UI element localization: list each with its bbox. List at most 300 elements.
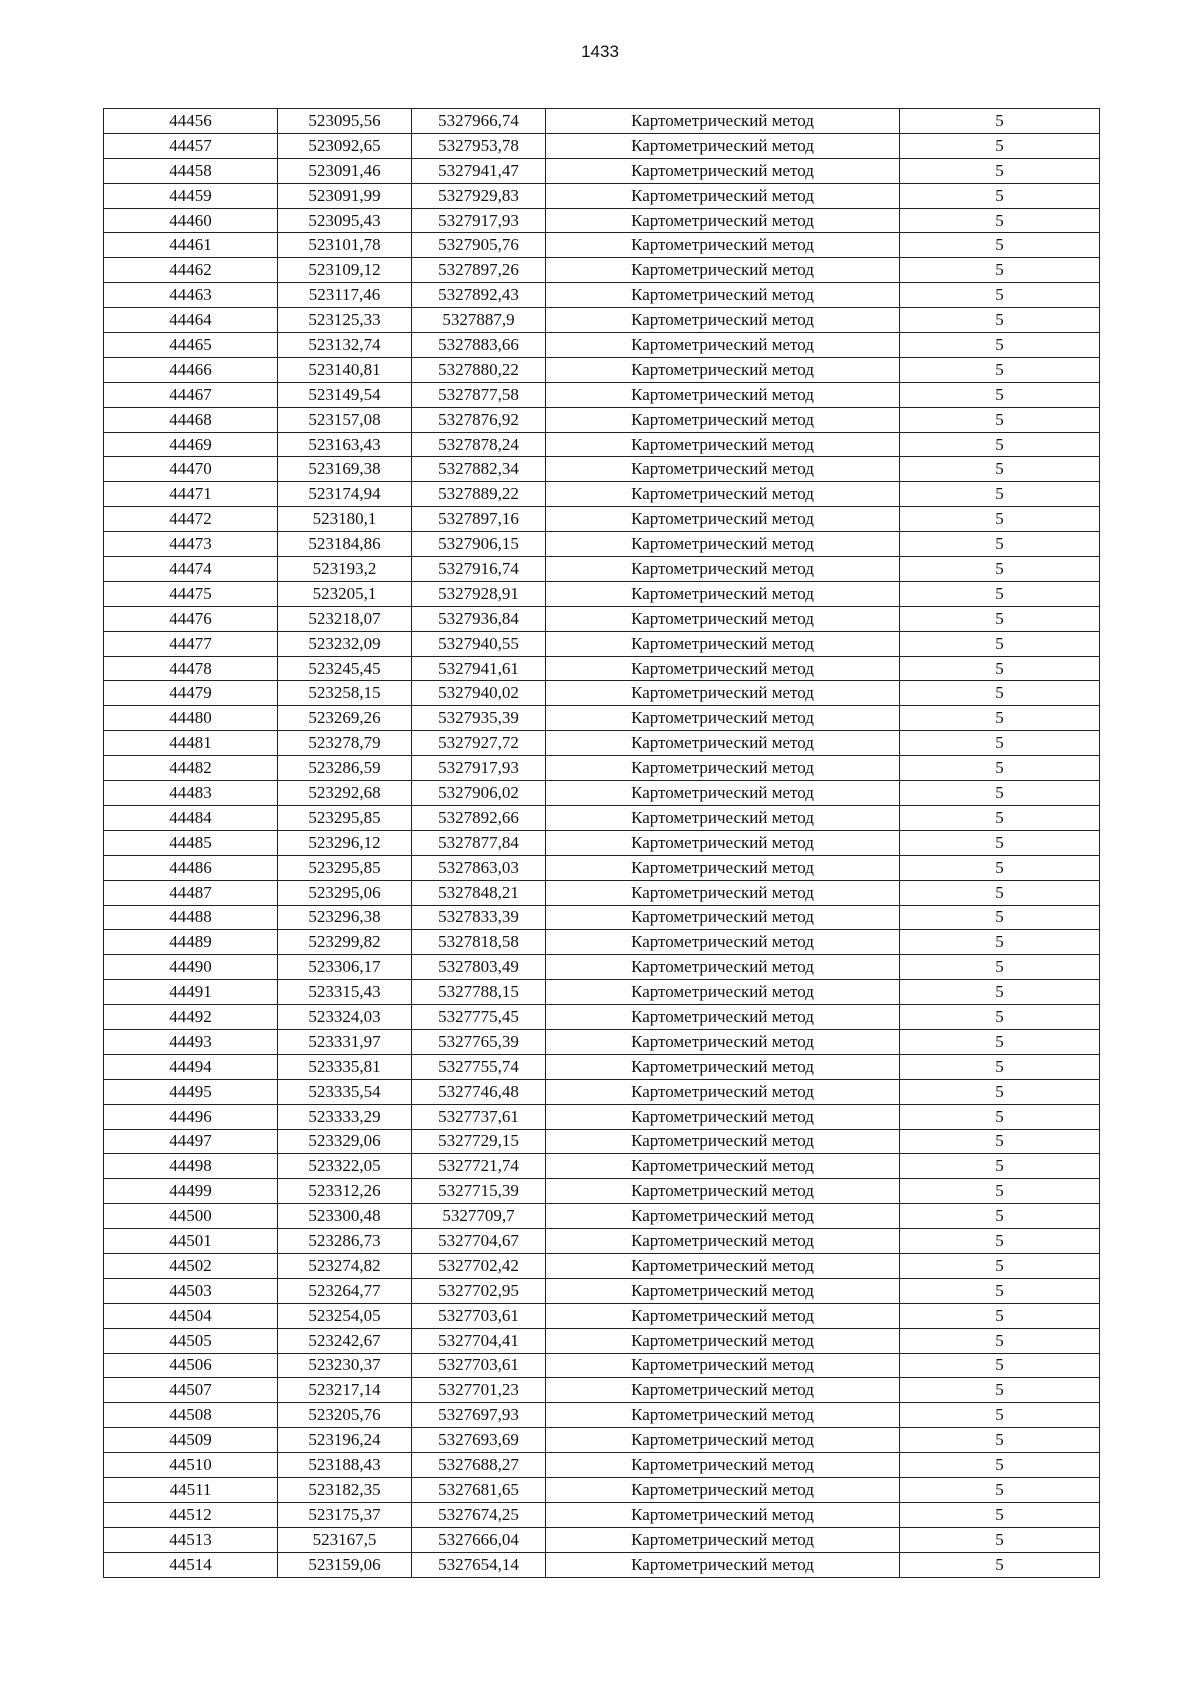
accuracy-cell: 5 (900, 432, 1100, 457)
point-number-cell: 44458 (104, 158, 278, 183)
x-coordinate-cell: 523322,05 (278, 1154, 412, 1179)
method-cell: Картометрический метод (546, 681, 900, 706)
accuracy-cell: 5 (900, 1303, 1100, 1328)
y-coordinate-cell: 5327887,9 (412, 308, 546, 333)
point-number-cell: 44463 (104, 283, 278, 308)
accuracy-cell: 5 (900, 457, 1100, 482)
y-coordinate-cell: 5327941,47 (412, 158, 546, 183)
accuracy-cell: 5 (900, 1527, 1100, 1552)
point-number-cell: 44479 (104, 681, 278, 706)
table-row (104, 1029, 1100, 1054)
x-coordinate-cell: 523159,06 (278, 1552, 412, 1577)
accuracy-cell: 5 (900, 482, 1100, 507)
x-coordinate-cell: 523286,73 (278, 1229, 412, 1254)
accuracy-cell: 5 (900, 1129, 1100, 1154)
accuracy-cell: 5 (900, 1005, 1100, 1030)
accuracy-cell: 5 (900, 1079, 1100, 1104)
x-coordinate-cell: 523286,59 (278, 756, 412, 781)
accuracy-cell: 5 (900, 606, 1100, 631)
point-number-cell: 44508 (104, 1403, 278, 1428)
point-number-cell: 44493 (104, 1029, 278, 1054)
method-cell: Картометрический метод (546, 880, 900, 905)
method-cell: Картометрический метод (546, 1278, 900, 1303)
point-number-cell: 44480 (104, 706, 278, 731)
accuracy-cell: 5 (900, 333, 1100, 358)
method-cell: Картометрический метод (546, 706, 900, 731)
x-coordinate-cell: 523095,43 (278, 208, 412, 233)
method-cell: Картометрический метод (546, 1079, 900, 1104)
table-row (104, 1353, 1100, 1378)
accuracy-cell: 5 (900, 1278, 1100, 1303)
accuracy-cell: 5 (900, 1328, 1100, 1353)
method-cell: Картометрический метод (546, 357, 900, 382)
x-coordinate-cell: 523163,43 (278, 432, 412, 457)
accuracy-cell: 5 (900, 1403, 1100, 1428)
method-cell: Картометрический метод (546, 1403, 900, 1428)
y-coordinate-cell: 5327701,23 (412, 1378, 546, 1403)
method-cell: Картометрический метод (546, 208, 900, 233)
table-row (104, 133, 1100, 158)
accuracy-cell: 5 (900, 731, 1100, 756)
x-coordinate-cell: 523333,29 (278, 1104, 412, 1129)
x-coordinate-cell: 523169,38 (278, 457, 412, 482)
method-cell: Картометрический метод (546, 382, 900, 407)
point-number-cell: 44511 (104, 1477, 278, 1502)
point-number-cell: 44507 (104, 1378, 278, 1403)
accuracy-cell: 5 (900, 507, 1100, 532)
point-number-cell: 44498 (104, 1154, 278, 1179)
x-coordinate-cell: 523306,17 (278, 955, 412, 980)
x-coordinate-cell: 523095,56 (278, 109, 412, 134)
point-number-cell: 44484 (104, 805, 278, 830)
x-coordinate-cell: 523315,43 (278, 980, 412, 1005)
x-coordinate-cell: 523218,07 (278, 606, 412, 631)
accuracy-cell: 5 (900, 357, 1100, 382)
method-cell: Картометрический метод (546, 532, 900, 557)
method-cell: Картометрический метод (546, 855, 900, 880)
point-number-cell: 44464 (104, 308, 278, 333)
method-cell: Картометрический метод (546, 482, 900, 507)
point-number-cell: 44505 (104, 1328, 278, 1353)
page-number: 1433 (581, 42, 619, 61)
table-row (104, 1453, 1100, 1478)
point-number-cell: 44491 (104, 980, 278, 1005)
x-coordinate-cell: 523157,08 (278, 407, 412, 432)
point-number-cell: 44471 (104, 482, 278, 507)
accuracy-cell: 5 (900, 158, 1100, 183)
x-coordinate-cell: 523205,1 (278, 581, 412, 606)
y-coordinate-cell: 5327703,61 (412, 1353, 546, 1378)
y-coordinate-cell: 5327897,26 (412, 258, 546, 283)
method-cell: Картометрический метод (546, 158, 900, 183)
table-row (104, 158, 1100, 183)
method-cell: Картометрический метод (546, 930, 900, 955)
method-cell: Картометрический метод (546, 955, 900, 980)
point-number-cell: 44485 (104, 830, 278, 855)
table-row (104, 656, 1100, 681)
x-coordinate-cell: 523101,78 (278, 233, 412, 258)
accuracy-cell: 5 (900, 557, 1100, 582)
method-cell: Картометрический метод (546, 805, 900, 830)
x-coordinate-cell: 523254,05 (278, 1303, 412, 1328)
x-coordinate-cell: 523296,12 (278, 830, 412, 855)
x-coordinate-cell: 523245,45 (278, 656, 412, 681)
x-coordinate-cell: 523299,82 (278, 930, 412, 955)
point-number-cell: 44456 (104, 109, 278, 134)
y-coordinate-cell: 5327818,58 (412, 930, 546, 955)
accuracy-cell: 5 (900, 382, 1100, 407)
method-cell: Картометрический метод (546, 631, 900, 656)
x-coordinate-cell: 523184,86 (278, 532, 412, 557)
accuracy-cell: 5 (900, 407, 1100, 432)
y-coordinate-cell: 5327755,74 (412, 1054, 546, 1079)
table-row (104, 482, 1100, 507)
method-cell: Картометрический метод (546, 308, 900, 333)
point-number-cell: 44465 (104, 333, 278, 358)
x-coordinate-cell: 523295,85 (278, 805, 412, 830)
y-coordinate-cell: 5327833,39 (412, 905, 546, 930)
x-coordinate-cell: 523296,38 (278, 905, 412, 930)
y-coordinate-cell: 5327880,22 (412, 357, 546, 382)
y-coordinate-cell: 5327693,69 (412, 1428, 546, 1453)
table-row (104, 581, 1100, 606)
y-coordinate-cell: 5327883,66 (412, 333, 546, 358)
method-cell: Картометрический метод (546, 1129, 900, 1154)
y-coordinate-cell: 5327715,39 (412, 1179, 546, 1204)
method-cell: Картометрический метод (546, 1552, 900, 1577)
point-number-cell: 44467 (104, 382, 278, 407)
point-number-cell: 44473 (104, 532, 278, 557)
table-row (104, 457, 1100, 482)
x-coordinate-cell: 523109,12 (278, 258, 412, 283)
x-coordinate-cell: 523331,97 (278, 1029, 412, 1054)
y-coordinate-cell: 5327803,49 (412, 955, 546, 980)
y-coordinate-cell: 5327688,27 (412, 1453, 546, 1478)
point-number-cell: 44466 (104, 357, 278, 382)
y-coordinate-cell: 5327892,43 (412, 283, 546, 308)
table-row (104, 557, 1100, 582)
y-coordinate-cell: 5327935,39 (412, 706, 546, 731)
y-coordinate-cell: 5327674,25 (412, 1502, 546, 1527)
accuracy-cell: 5 (900, 109, 1100, 134)
accuracy-cell: 5 (900, 980, 1100, 1005)
accuracy-cell: 5 (900, 955, 1100, 980)
y-coordinate-cell: 5327941,61 (412, 656, 546, 681)
table-row (104, 1129, 1100, 1154)
x-coordinate-cell: 523205,76 (278, 1403, 412, 1428)
x-coordinate-cell: 523295,85 (278, 855, 412, 880)
point-number-cell: 44475 (104, 581, 278, 606)
point-number-cell: 44483 (104, 781, 278, 806)
y-coordinate-cell: 5327703,61 (412, 1303, 546, 1328)
point-number-cell: 44489 (104, 930, 278, 955)
accuracy-cell: 5 (900, 308, 1100, 333)
x-coordinate-cell: 523092,65 (278, 133, 412, 158)
y-coordinate-cell: 5327737,61 (412, 1104, 546, 1129)
x-coordinate-cell: 523174,94 (278, 482, 412, 507)
x-coordinate-cell: 523335,54 (278, 1079, 412, 1104)
method-cell: Картометрический метод (546, 1303, 900, 1328)
table-row (104, 183, 1100, 208)
point-number-cell: 44501 (104, 1229, 278, 1254)
method-cell: Картометрический метод (546, 1378, 900, 1403)
table-row (104, 830, 1100, 855)
point-number-cell: 44509 (104, 1428, 278, 1453)
x-coordinate-cell: 523167,5 (278, 1527, 412, 1552)
y-coordinate-cell: 5327940,55 (412, 631, 546, 656)
accuracy-cell: 5 (900, 1179, 1100, 1204)
x-coordinate-cell: 523232,09 (278, 631, 412, 656)
y-coordinate-cell: 5327929,83 (412, 183, 546, 208)
table-row (104, 532, 1100, 557)
accuracy-cell: 5 (900, 1154, 1100, 1179)
accuracy-cell: 5 (900, 656, 1100, 681)
point-number-cell: 44500 (104, 1204, 278, 1229)
accuracy-cell: 5 (900, 1253, 1100, 1278)
method-cell: Картометрический метод (546, 432, 900, 457)
point-number-cell: 44492 (104, 1005, 278, 1030)
x-coordinate-cell: 523193,2 (278, 557, 412, 582)
accuracy-cell: 5 (900, 1502, 1100, 1527)
point-number-cell: 44469 (104, 432, 278, 457)
x-coordinate-cell: 523300,48 (278, 1204, 412, 1229)
table-row (104, 407, 1100, 432)
accuracy-cell: 5 (900, 1353, 1100, 1378)
accuracy-cell: 5 (900, 1229, 1100, 1254)
accuracy-cell: 5 (900, 1029, 1100, 1054)
method-cell: Картометрический метод (546, 183, 900, 208)
point-number-cell: 44514 (104, 1552, 278, 1577)
method-cell: Картометрический метод (546, 581, 900, 606)
table-row (104, 308, 1100, 333)
method-cell: Картометрический метод (546, 656, 900, 681)
accuracy-cell: 5 (900, 631, 1100, 656)
method-cell: Картометрический метод (546, 283, 900, 308)
point-number-cell: 44478 (104, 656, 278, 681)
table-row (104, 1403, 1100, 1428)
y-coordinate-cell: 5327697,93 (412, 1403, 546, 1428)
x-coordinate-cell: 523188,43 (278, 1453, 412, 1478)
accuracy-cell: 5 (900, 781, 1100, 806)
table-row (104, 1278, 1100, 1303)
table-row (104, 1378, 1100, 1403)
x-coordinate-cell: 523091,46 (278, 158, 412, 183)
method-cell: Картометрический метод (546, 905, 900, 930)
table-row (104, 1054, 1100, 1079)
accuracy-cell: 5 (900, 183, 1100, 208)
table-row (104, 333, 1100, 358)
y-coordinate-cell: 5327876,92 (412, 407, 546, 432)
accuracy-cell: 5 (900, 233, 1100, 258)
table-row (104, 432, 1100, 457)
method-cell: Картометрический метод (546, 1104, 900, 1129)
accuracy-cell: 5 (900, 855, 1100, 880)
x-coordinate-cell: 523117,46 (278, 283, 412, 308)
method-cell: Картометрический метод (546, 1029, 900, 1054)
x-coordinate-cell: 523335,81 (278, 1054, 412, 1079)
accuracy-cell: 5 (900, 805, 1100, 830)
x-coordinate-cell: 523329,06 (278, 1129, 412, 1154)
y-coordinate-cell: 5327882,34 (412, 457, 546, 482)
y-coordinate-cell: 5327746,48 (412, 1079, 546, 1104)
point-number-cell: 44503 (104, 1278, 278, 1303)
accuracy-cell: 5 (900, 830, 1100, 855)
method-cell: Картометрический метод (546, 258, 900, 283)
x-coordinate-cell: 523140,81 (278, 357, 412, 382)
point-number-cell: 44482 (104, 756, 278, 781)
accuracy-cell: 5 (900, 1104, 1100, 1129)
y-coordinate-cell: 5327666,04 (412, 1527, 546, 1552)
table-row (104, 233, 1100, 258)
method-cell: Картометрический метод (546, 1502, 900, 1527)
x-coordinate-cell: 523132,74 (278, 333, 412, 358)
y-coordinate-cell: 5327788,15 (412, 980, 546, 1005)
point-number-cell: 44487 (104, 880, 278, 905)
y-coordinate-cell: 5327765,39 (412, 1029, 546, 1054)
point-number-cell: 44460 (104, 208, 278, 233)
accuracy-cell: 5 (900, 1453, 1100, 1478)
table-row (104, 1079, 1100, 1104)
y-coordinate-cell: 5327877,58 (412, 382, 546, 407)
table-row (104, 980, 1100, 1005)
x-coordinate-cell: 523274,82 (278, 1253, 412, 1278)
x-coordinate-cell: 523091,99 (278, 183, 412, 208)
y-coordinate-cell: 5327775,45 (412, 1005, 546, 1030)
point-number-cell: 44488 (104, 905, 278, 930)
accuracy-cell: 5 (900, 1552, 1100, 1577)
table-row (104, 756, 1100, 781)
table-row (104, 731, 1100, 756)
point-number-cell: 44497 (104, 1129, 278, 1154)
method-cell: Картометрический метод (546, 781, 900, 806)
table-row (104, 855, 1100, 880)
table-row (104, 1552, 1100, 1577)
table-row (104, 1154, 1100, 1179)
method-cell: Картометрический метод (546, 133, 900, 158)
y-coordinate-cell: 5327897,16 (412, 507, 546, 532)
accuracy-cell: 5 (900, 581, 1100, 606)
point-number-cell: 44472 (104, 507, 278, 532)
x-coordinate-cell: 523264,77 (278, 1278, 412, 1303)
table-row (104, 109, 1100, 134)
y-coordinate-cell: 5327702,42 (412, 1253, 546, 1278)
point-number-cell: 44495 (104, 1079, 278, 1104)
y-coordinate-cell: 5327905,76 (412, 233, 546, 258)
point-number-cell: 44476 (104, 606, 278, 631)
y-coordinate-cell: 5327906,15 (412, 532, 546, 557)
x-coordinate-cell: 523324,03 (278, 1005, 412, 1030)
table-row (104, 208, 1100, 233)
y-coordinate-cell: 5327704,67 (412, 1229, 546, 1254)
y-coordinate-cell: 5327889,22 (412, 482, 546, 507)
accuracy-cell: 5 (900, 283, 1100, 308)
table-row (104, 955, 1100, 980)
accuracy-cell: 5 (900, 1428, 1100, 1453)
table-row (104, 1104, 1100, 1129)
point-number-cell: 44459 (104, 183, 278, 208)
table-row (104, 606, 1100, 631)
accuracy-cell: 5 (900, 1378, 1100, 1403)
method-cell: Картометрический метод (546, 333, 900, 358)
y-coordinate-cell: 5327848,21 (412, 880, 546, 905)
x-coordinate-cell: 523125,33 (278, 308, 412, 333)
point-number-cell: 44512 (104, 1502, 278, 1527)
table-row (104, 1179, 1100, 1204)
y-coordinate-cell: 5327704,41 (412, 1328, 546, 1353)
method-cell: Картометрический метод (546, 606, 900, 631)
table-row (104, 1428, 1100, 1453)
y-coordinate-cell: 5327729,15 (412, 1129, 546, 1154)
method-cell: Картометрический метод (546, 1054, 900, 1079)
table-row (104, 258, 1100, 283)
point-number-cell: 44470 (104, 457, 278, 482)
accuracy-cell: 5 (900, 133, 1100, 158)
x-coordinate-cell: 523180,1 (278, 507, 412, 532)
y-coordinate-cell: 5327877,84 (412, 830, 546, 855)
x-coordinate-cell: 523230,37 (278, 1353, 412, 1378)
y-coordinate-cell: 5327940,02 (412, 681, 546, 706)
y-coordinate-cell: 5327892,66 (412, 805, 546, 830)
method-cell: Картометрический метод (546, 1204, 900, 1229)
point-number-cell: 44468 (104, 407, 278, 432)
x-coordinate-cell: 523292,68 (278, 781, 412, 806)
method-cell: Картометрический метод (546, 980, 900, 1005)
x-coordinate-cell: 523217,14 (278, 1378, 412, 1403)
y-coordinate-cell: 5327917,93 (412, 756, 546, 781)
accuracy-cell: 5 (900, 905, 1100, 930)
method-cell: Картометрический метод (546, 1005, 900, 1030)
table-row (104, 1502, 1100, 1527)
coordinates-table-body (104, 109, 1100, 1578)
method-cell: Картометрический метод (546, 1328, 900, 1353)
table-row (104, 706, 1100, 731)
point-number-cell: 44462 (104, 258, 278, 283)
method-cell: Картометрический метод (546, 731, 900, 756)
table-row (104, 905, 1100, 930)
y-coordinate-cell: 5327953,78 (412, 133, 546, 158)
method-cell: Картометрический метод (546, 457, 900, 482)
method-cell: Картометрический метод (546, 1527, 900, 1552)
y-coordinate-cell: 5327702,95 (412, 1278, 546, 1303)
point-number-cell: 44496 (104, 1104, 278, 1129)
table-row (104, 1328, 1100, 1353)
y-coordinate-cell: 5327654,14 (412, 1552, 546, 1577)
table-row (104, 930, 1100, 955)
method-cell: Картометрический метод (546, 1253, 900, 1278)
y-coordinate-cell: 5327681,65 (412, 1477, 546, 1502)
method-cell: Картометрический метод (546, 1179, 900, 1204)
table-row (104, 1005, 1100, 1030)
point-number-cell: 44506 (104, 1353, 278, 1378)
x-coordinate-cell: 523278,79 (278, 731, 412, 756)
x-coordinate-cell: 523196,24 (278, 1428, 412, 1453)
y-coordinate-cell: 5327721,74 (412, 1154, 546, 1179)
x-coordinate-cell: 523242,67 (278, 1328, 412, 1353)
point-number-cell: 44513 (104, 1527, 278, 1552)
y-coordinate-cell: 5327709,7 (412, 1204, 546, 1229)
method-cell: Картометрический метод (546, 756, 900, 781)
point-number-cell: 44510 (104, 1453, 278, 1478)
method-cell: Картометрический метод (546, 1453, 900, 1478)
y-coordinate-cell: 5327936,84 (412, 606, 546, 631)
method-cell: Картометрический метод (546, 1428, 900, 1453)
table-row (104, 1477, 1100, 1502)
y-coordinate-cell: 5327878,24 (412, 432, 546, 457)
accuracy-cell: 5 (900, 756, 1100, 781)
method-cell: Картометрический метод (546, 1154, 900, 1179)
table-row (104, 283, 1100, 308)
point-number-cell: 44494 (104, 1054, 278, 1079)
